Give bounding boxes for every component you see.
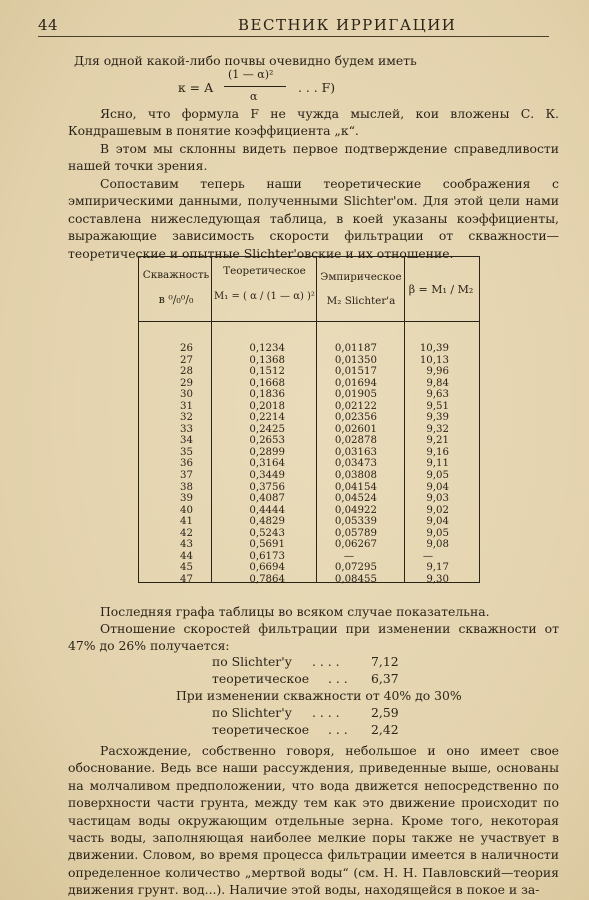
paragraph-intro: Для одной какой-либо почвы очевидно будем иметь xyxy=(74,53,417,68)
ratio-cell: 10,13 xyxy=(419,354,449,366)
ratio-cell: 9,30 xyxy=(426,573,449,585)
theoretical-cell: 0,4444 xyxy=(249,504,285,516)
porosity-cell: 32 xyxy=(180,412,193,424)
empirical-cell: 0,02356 xyxy=(334,412,377,424)
theoretical-cell: 0,1234 xyxy=(249,343,285,354)
empirical-cell: 0,01517 xyxy=(334,366,377,378)
paragraph-last-column: Последняя графа таблицы во всяком случае показательна. xyxy=(100,604,490,619)
empirical-column xyxy=(321,343,377,585)
empirical-cell: 0,02122 xyxy=(334,400,377,412)
theoretical-cell: 0,2653 xyxy=(249,435,285,447)
porosity-cell: 27 xyxy=(180,354,193,366)
ratio-cell: 9,21 xyxy=(426,435,449,447)
theoretical-cell: 0,2899 xyxy=(249,446,285,458)
porosity-cell: 30 xyxy=(180,389,193,401)
result-theoretical-label: теоретическое xyxy=(212,722,310,737)
empirical-cell: 0,01350 xyxy=(334,354,377,366)
page-number: 44 xyxy=(38,16,59,34)
porosity-cell: 39 xyxy=(180,493,193,505)
empirical-cell: 0,01694 xyxy=(334,377,377,389)
empirical-cell: 0,04922 xyxy=(334,504,377,516)
ratio-cell: 9,39 xyxy=(426,412,449,424)
theoretical-cell: 0,3449 xyxy=(249,470,285,482)
result-slichter-label: по Slichter'у xyxy=(212,654,292,669)
ratio-cell: 9,08 xyxy=(426,539,449,551)
empirical-cell: — xyxy=(343,550,355,562)
empirical-cell: 0,07295 xyxy=(334,562,377,574)
ratio-cell: 9,51 xyxy=(426,400,449,412)
paragraph-velocity-ratio: Отношение скоростей фильтрации при изменении скважности от 47% до 26% получается: xyxy=(68,621,559,654)
ratio-cell: 9,32 xyxy=(426,423,449,435)
theoretical-cell: 0,2214 xyxy=(249,412,285,424)
empirical-cell: 0,02601 xyxy=(334,423,377,435)
porosity-cell: 44 xyxy=(180,550,193,562)
porosity-cell: 43 xyxy=(180,539,193,551)
empirical-cell: 0,03808 xyxy=(334,470,377,482)
theoretical-cell: 0,5691 xyxy=(249,539,285,551)
ratio-cell: 9,84 xyxy=(426,377,449,389)
formula-fraction-bar xyxy=(224,86,286,87)
theoretical-cell: 0,1668 xyxy=(249,377,285,389)
theoretical-cell: 0,7864 xyxy=(249,573,285,585)
porosity-cell: 40 xyxy=(180,504,193,516)
paragraph-formula-explanation: Ясно, что формула F не чужда мыслей, кои вложены С. К. Кондрашевым в понятие коэффициента „к“. xyxy=(68,106,559,139)
result-theoretical-label: теоретическое xyxy=(212,671,310,686)
theoretical-column xyxy=(229,343,285,585)
ratio-cell: 10,39 xyxy=(419,343,449,354)
theoretical-cell: 0,6694 xyxy=(249,562,285,574)
porosity-cell: 37 xyxy=(180,470,193,482)
empirical-cell: 0,01905 xyxy=(334,389,377,401)
porosity-cell: 36 xyxy=(180,458,193,470)
theoretical-cell: 0,3756 xyxy=(249,481,285,493)
theoretical-cell: 0,2018 xyxy=(249,400,285,412)
table-header-theoretical-formula: M₁ = ( α / (1 — α) )² xyxy=(214,291,315,302)
table-divider xyxy=(404,257,405,582)
empirical-cell: 0,06267 xyxy=(334,539,377,551)
paragraph-discrepancy: Расхождение, собственно говоря, небольшое и оно имеет свое обоснование. Ведь все наши рассуждения, приведенные выше, основаны на молчаливом предположении, что вода движется непосредственно по поверхности части грунта, между тем как это движение происходит по частицам воды окружающим отдельные зерна. Кроме того, некоторая часть воды, заполняющая наиболее мелкие поры также не участвует в движении. Словом, во время процесса фильтрации имеется в наличности определенное количество „мертвой воды“ (см. Н. Н. Павловский—теория движения грунт. вод...). Наличие этой воды, находящейся в покое и за- xyxy=(68,743,559,898)
table-header-theoretical: Теоретическое xyxy=(223,265,306,277)
result-theoretical-value: 2,42 xyxy=(371,722,399,737)
porosity-table xyxy=(138,256,480,583)
theoretical-cell: 0,4829 xyxy=(249,516,285,528)
result-slichter-value: 7,12 xyxy=(371,654,399,669)
formula-numerator: (1 — α)² xyxy=(228,68,274,81)
empirical-cell: 0,04154 xyxy=(334,481,377,493)
journal-title: ВЕСТНИК ИРРИГАЦИИ xyxy=(238,16,457,34)
empirical-cell: 0,04524 xyxy=(334,493,377,505)
ratio-cell: — xyxy=(422,550,434,562)
result-slichter-value: 2,59 xyxy=(371,705,399,720)
empirical-cell: 0,01187 xyxy=(334,343,377,354)
ratio-cell: 9,02 xyxy=(426,504,449,516)
porosity-cell: 34 xyxy=(180,435,193,447)
table-header-empirical: Эмпирическое xyxy=(320,271,402,283)
empirical-cell: 0,03163 xyxy=(334,446,377,458)
result-porosity-change: При изменении скважности от 40% до 30% xyxy=(176,688,462,703)
result-leader-dots: . . . . xyxy=(312,705,340,720)
porosity-cell: 45 xyxy=(180,562,193,574)
result-leader-dots: . . . . xyxy=(312,654,340,669)
ratio-cell: 9,05 xyxy=(426,527,449,539)
porosity-cell: 35 xyxy=(180,446,193,458)
porosity-column xyxy=(149,343,193,585)
ratio-cell: 9,11 xyxy=(426,458,449,470)
ratio-cell: 9,03 xyxy=(426,493,449,505)
theoretical-cell: 0,4087 xyxy=(249,493,285,505)
porosity-cell: 31 xyxy=(180,400,193,412)
paragraph-comparison: Сопоставим теперь наши теоретические соображения с эмпирическими данными, полученными Slichter'ом. Для этой цели нами составлена нижеследующая таблица, в коей указаны коэффициенты, выражающие зависимость скорости фильтрации от скважности—теоретические и опытные Slichter'овские и их отношение. xyxy=(68,176,559,261)
theoretical-cell: 0,6173 xyxy=(249,550,285,562)
porosity-cell: 42 xyxy=(180,527,193,539)
table-divider xyxy=(211,257,212,582)
empirical-cell: 0,05339 xyxy=(334,516,377,528)
empirical-cell: 0,02878 xyxy=(334,435,377,447)
formula-rhs: . . . F) xyxy=(298,80,336,95)
empirical-cell: 0,08455 xyxy=(334,573,377,585)
table-header-porosity-unit: в ⁰/₀⁰/₀ xyxy=(158,293,194,306)
theoretical-cell: 0,1836 xyxy=(249,389,285,401)
ratio-cell: 9,04 xyxy=(426,516,449,528)
porosity-cell: 47 xyxy=(180,573,193,585)
porosity-cell: 41 xyxy=(180,516,193,528)
porosity-cell: 28 xyxy=(180,366,193,378)
theoretical-cell: 0,1512 xyxy=(249,366,285,378)
ratio-cell: 9,16 xyxy=(426,446,449,458)
formula-lhs: к = А xyxy=(178,80,214,95)
table-header-porosity: Скважность xyxy=(142,269,210,281)
empirical-cell: 0,03473 xyxy=(334,458,377,470)
empirical-cell: 0,05789 xyxy=(334,527,377,539)
ratio-cell: 9,17 xyxy=(426,562,449,574)
table-header-rule xyxy=(139,321,479,322)
ratio-cell: 9,63 xyxy=(426,389,449,401)
table-header-empirical-symbol: M₂ Slichter'a xyxy=(326,295,396,307)
page-header xyxy=(38,14,549,37)
theoretical-cell: 0,5243 xyxy=(249,527,285,539)
porosity-cell: 38 xyxy=(180,481,193,493)
result-slichter-label: по Slichter'у xyxy=(212,705,292,720)
ratio-cell: 9,04 xyxy=(426,481,449,493)
porosity-cell: 29 xyxy=(180,377,193,389)
ratio-cell: 9,05 xyxy=(426,470,449,482)
theoretical-cell: 0,3164 xyxy=(249,458,285,470)
table-divider xyxy=(316,257,317,582)
formula-denominator: α xyxy=(250,90,258,103)
ratio-cell: 9,96 xyxy=(426,366,449,378)
result-leader-dots: . . . xyxy=(328,671,348,686)
result-leader-dots: . . . xyxy=(328,722,348,737)
porosity-cell: 26 xyxy=(180,343,193,354)
porosity-cell: 33 xyxy=(180,423,193,435)
ratio-column xyxy=(407,343,449,585)
theoretical-cell: 0,1368 xyxy=(249,354,285,366)
table-header-ratio: β = M₁ / M₂ xyxy=(408,283,474,296)
theoretical-cell: 0,2425 xyxy=(249,423,285,435)
paragraph-confirmation: В этом мы склонны видеть первое подтверждение справедливости нашей точки зрения. xyxy=(68,141,559,174)
result-theoretical-value: 6,37 xyxy=(371,671,399,686)
